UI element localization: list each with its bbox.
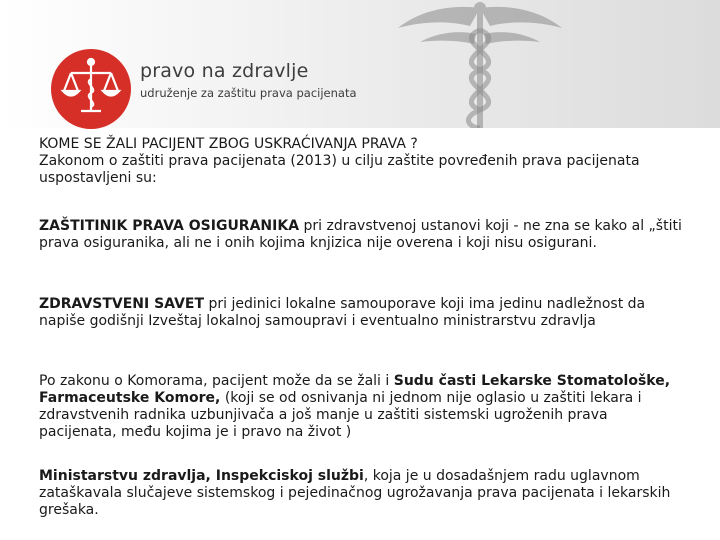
paragraph-ministarstvo [39,468,689,519]
paragraph-zastitnik [39,218,689,252]
bold-term: Ministarstvu zdravlja, Inspekciskoj službi [39,468,364,484]
intro-paragraph [39,136,689,187]
paragraph-text: Po zakonu o Komorama, pacijent može da se žali i [39,373,394,389]
scales-of-justice-icon [51,49,131,129]
brand-title: pravo na zdravlje [140,60,309,82]
brand-subtitle: udruženje za zaštitu prava pacijenata [140,86,357,100]
paragraph-text: , koja je u dosadašnjem radu uglavnom zataškavala slučajeve sistemskog i pejedinačnog ugrožavanja prava pacijenata i lekarskih grešaka. [39,468,671,518]
logo [51,49,131,129]
bold-term: ZAŠTITINIK PRAVA OSIGURANIKA [39,218,300,234]
paragraph-text: pri zdravstvenoj ustanovi koji - ne zna se kako al „štiti prava osiguranika, ali ne i onih kojima knjizica nije overena i koji nisu osigurani. [39,218,682,251]
paragraph-komore [39,373,689,441]
caduceus-icon [380,0,580,128]
heading: KOME SE ŽALI PACIJENT ZBOG USKRAĆIVANJA PRAVA ? [39,136,418,152]
paragraph-text: pri jedinici lokalne samouporave koji ima jedinu nadležnost da napiše godišnji Izveštaj lokalnoj samoupravi i eventualno ministrarstvu zdravlja [39,296,646,329]
intro-text: Zakonom o zaštiti prava pacijenata (2013) u cilju zaštite povređenih prava pacijenata uspostavljeni su: [39,153,640,186]
bold-term: Sudu časti Lekarske Stomatološke, Farmaceutske Komore, [39,373,671,406]
paragraph-savet [39,296,689,330]
bold-term: ZDRAVSTVENI SAVET [39,296,205,312]
paragraph-text: (koji se od osnivanja ni jednom nije oglasio u zaštiti lekara i zdravstvenih radnika uzbunjivača a još manje u zaštiti sistemski ugroženih prava pacijenata, među kojima je i pravo na život ) [39,390,642,440]
header-banner [0,0,720,128]
